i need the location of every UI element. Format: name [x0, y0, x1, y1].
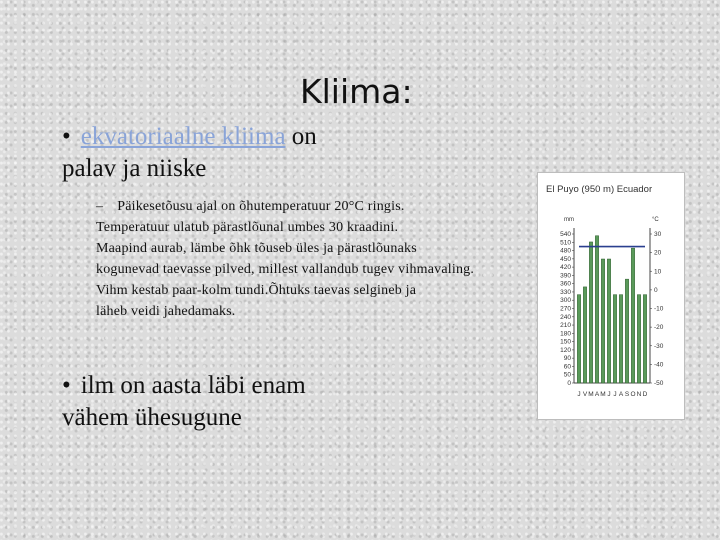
sub-dash: –	[96, 199, 104, 214]
month-label: N	[636, 391, 642, 398]
precipitation-bar	[643, 295, 646, 383]
climate-chart	[537, 172, 685, 420]
bullet2-line2: vähem ühesugune	[62, 404, 242, 431]
bullet1-text: on	[285, 123, 317, 150]
left-tick-label: 90	[563, 355, 571, 363]
left-tick-label: 270	[560, 305, 571, 313]
precipitation-bar	[577, 295, 580, 383]
precipitation-bar	[625, 279, 628, 383]
precipitation-bar	[589, 242, 592, 383]
right-tick-label: 10	[654, 268, 662, 276]
left-tick-label: 360	[560, 280, 571, 288]
left-axis	[560, 228, 650, 387]
left-tick-label: 0	[567, 380, 571, 387]
bullet-dot: •	[62, 372, 71, 399]
left-tick-label: 50	[563, 371, 571, 379]
precipitation-bar	[631, 248, 634, 383]
equatorial-climate-link[interactable]: ekvatoriaalne kliima	[80, 123, 286, 150]
precipitation-bar	[637, 295, 640, 383]
left-tick-label: 180	[560, 330, 571, 338]
left-tick-label: 210	[560, 322, 571, 330]
left-tick-label: 300	[560, 297, 571, 305]
right-tick-label: 30	[654, 231, 662, 238]
month-label: M	[588, 391, 594, 398]
bullet1-line2: palav ja niiske	[62, 155, 207, 182]
left-tick-label: 150	[560, 338, 571, 346]
slide-title: Kliima:	[300, 72, 413, 111]
precipitation-bar	[601, 259, 604, 383]
left-axis-unit: mm	[564, 217, 574, 223]
bullet2-line1: ilm on aasta läbi enam	[80, 372, 306, 399]
left-tick-label: 390	[560, 272, 571, 280]
desc-line: Päikesetõusu ajal on õhutemperatuur 20°C ringis.	[117, 199, 405, 214]
chart-title: El Puyo (950 m) Ecuador	[546, 184, 653, 195]
precipitation-bar	[583, 287, 586, 383]
month-label: J	[577, 391, 581, 398]
left-tick-label: 240	[560, 313, 571, 321]
right-tick-label: -50	[654, 380, 664, 387]
right-tick-label: -20	[654, 324, 664, 332]
precipitation-bar	[595, 236, 598, 383]
left-tick-label: 420	[560, 264, 571, 272]
right-tick-label: -30	[654, 342, 664, 350]
bullet-equatorial-climate	[62, 121, 462, 185]
right-tick-label: -10	[654, 305, 664, 313]
left-tick-label: 480	[560, 247, 571, 255]
month-label: J	[607, 391, 611, 398]
climate-description	[96, 196, 536, 322]
left-tick-label: 120	[560, 346, 571, 354]
left-tick-label: 450	[560, 255, 571, 263]
climate-chart-svg	[538, 173, 684, 419]
left-tick-label: 330	[560, 288, 571, 296]
right-axis	[650, 228, 664, 387]
precipitation-bars	[577, 236, 646, 383]
left-tick-label: 60	[563, 363, 571, 371]
right-axis-unit: °C	[652, 217, 659, 223]
precipitation-bar	[607, 259, 610, 383]
precipitation-bar	[619, 295, 622, 383]
precipitation-bar	[613, 295, 616, 383]
right-tick-label: 20	[654, 249, 662, 257]
desc-line: kogunevad taevasse pilved, millest vallandub tugev vihmavaling.	[96, 262, 475, 277]
desc-line: Vihm kestab paar-kolm tundi.Õhtuks taevas selgineb ja	[96, 283, 417, 298]
month-label: A	[594, 391, 600, 398]
bullet-uniform-weather	[62, 370, 422, 434]
left-tick-label: 510	[560, 239, 571, 247]
desc-line: läheb veidi jahedamaks.	[96, 304, 236, 319]
month-label: S	[624, 391, 630, 398]
month-label: V	[582, 391, 588, 398]
month-label: M	[600, 391, 606, 398]
month-label: A	[618, 391, 624, 398]
bullet-dot: •	[62, 123, 71, 150]
desc-line: Maapind aurab, lämbe õhk tõuseb üles ja pärastlõunaks	[96, 241, 417, 256]
desc-line: Temperatuur ulatub pärastlõunal umbes 30 kraadini.	[96, 220, 399, 235]
month-label: O	[630, 391, 636, 398]
left-tick-label: 540	[560, 231, 571, 238]
month-label: D	[642, 391, 648, 398]
month-labels	[577, 391, 647, 398]
month-label: J	[613, 391, 617, 398]
right-tick-label: -40	[654, 361, 664, 369]
right-tick-label: 0	[654, 286, 658, 294]
